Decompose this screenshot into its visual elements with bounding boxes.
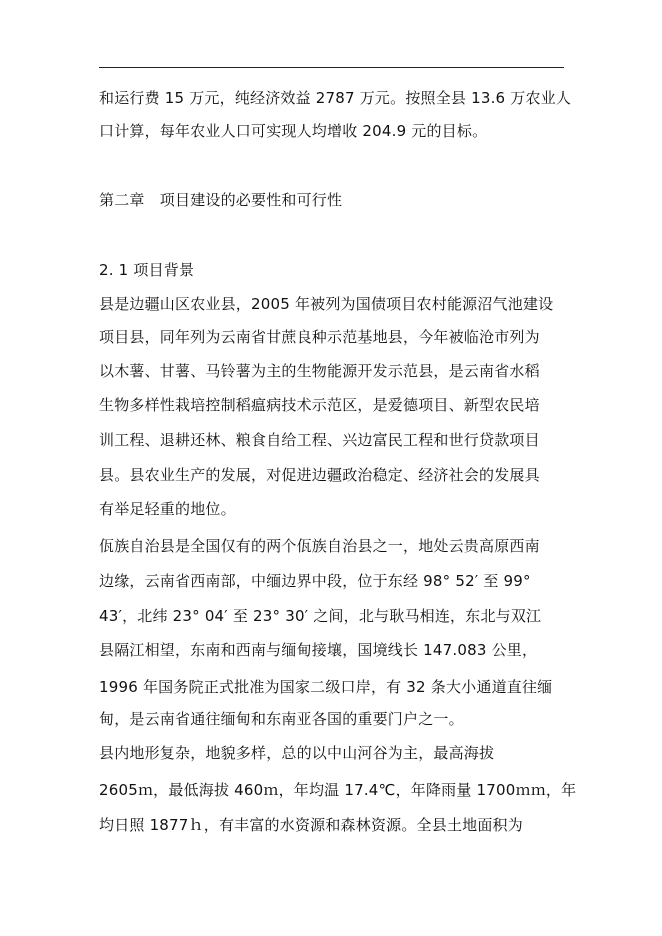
paragraph-line: 县是边疆山区农业县，2005 年被列为国债项目农村能源沼气池建设	[99, 295, 554, 313]
paragraph-line: 训工程、退耕还林、粮食自给工程、兴边富民工程和世行贷款项目	[99, 431, 540, 449]
paragraph-line: 项目县，同年列为云南省甘蔗良种示范基地县，今年被临沧市列为	[99, 328, 540, 346]
paragraph-line: 县。县农业生产的发展，对促进边疆政治稳定、经济社会的发展具	[99, 466, 540, 484]
header-rule	[99, 67, 564, 68]
paragraph-line: 43′，北纬 23° 04′ 至 23° 30′ 之间，北与耿马相连，东北与双江	[99, 607, 542, 625]
paragraph-line: 2605ｍ，最低海拔 460ｍ，年均温 17.4℃，年降雨量 1700ｍｍ，年	[99, 781, 577, 799]
paragraph-line: 边缘，云南省西南部，中缅边界中段，位于东经 98° 52′ 至 99°	[99, 572, 531, 590]
paragraph-line: 甸，是云南省通往缅甸和东南亚各国的重要门户之一。	[99, 710, 464, 728]
chapter-heading: 第二章 项目建设的必要性和可行性	[99, 191, 343, 209]
paragraph-line: 佤族自治县是全国仅有的两个佤族自治县之一，地处云贵高原西南	[99, 537, 540, 555]
paragraph-line: 均日照 1877ｈ，有丰富的水资源和森林资源。全县土地面积为	[99, 816, 523, 834]
paragraph-line: 县内地形复杂，地貌多样，总的以中山河谷为主，最高海拔	[99, 744, 495, 762]
intro-line: 口计算，每年农业人口可实现人均增收 204.9 元的目标。	[99, 122, 488, 140]
paragraph-line: 1996 年国务院正式批准为国家二级口岸，有 32 条大小通道直往缅	[99, 678, 553, 696]
intro-line: 和运行费 15 万元，纯经济效益 2787 万元。按照全县 13.6 万农业人	[99, 89, 572, 107]
paragraph-line: 以木薯、甘薯、马铃薯为主的生物能源开发示范县，是云南省水稻	[99, 362, 540, 380]
paragraph-line: 县隔江相望，东南和西南与缅甸接壤，国境线长 147.083 公里，	[99, 641, 538, 659]
paragraph-line: 有举足轻重的地位。	[99, 500, 236, 518]
section-heading: 2. 1 项目背景	[99, 261, 195, 279]
paragraph-line: 生物多样性栽培控制稻瘟病技术示范区，是爱德项目、新型农民培	[99, 396, 540, 414]
